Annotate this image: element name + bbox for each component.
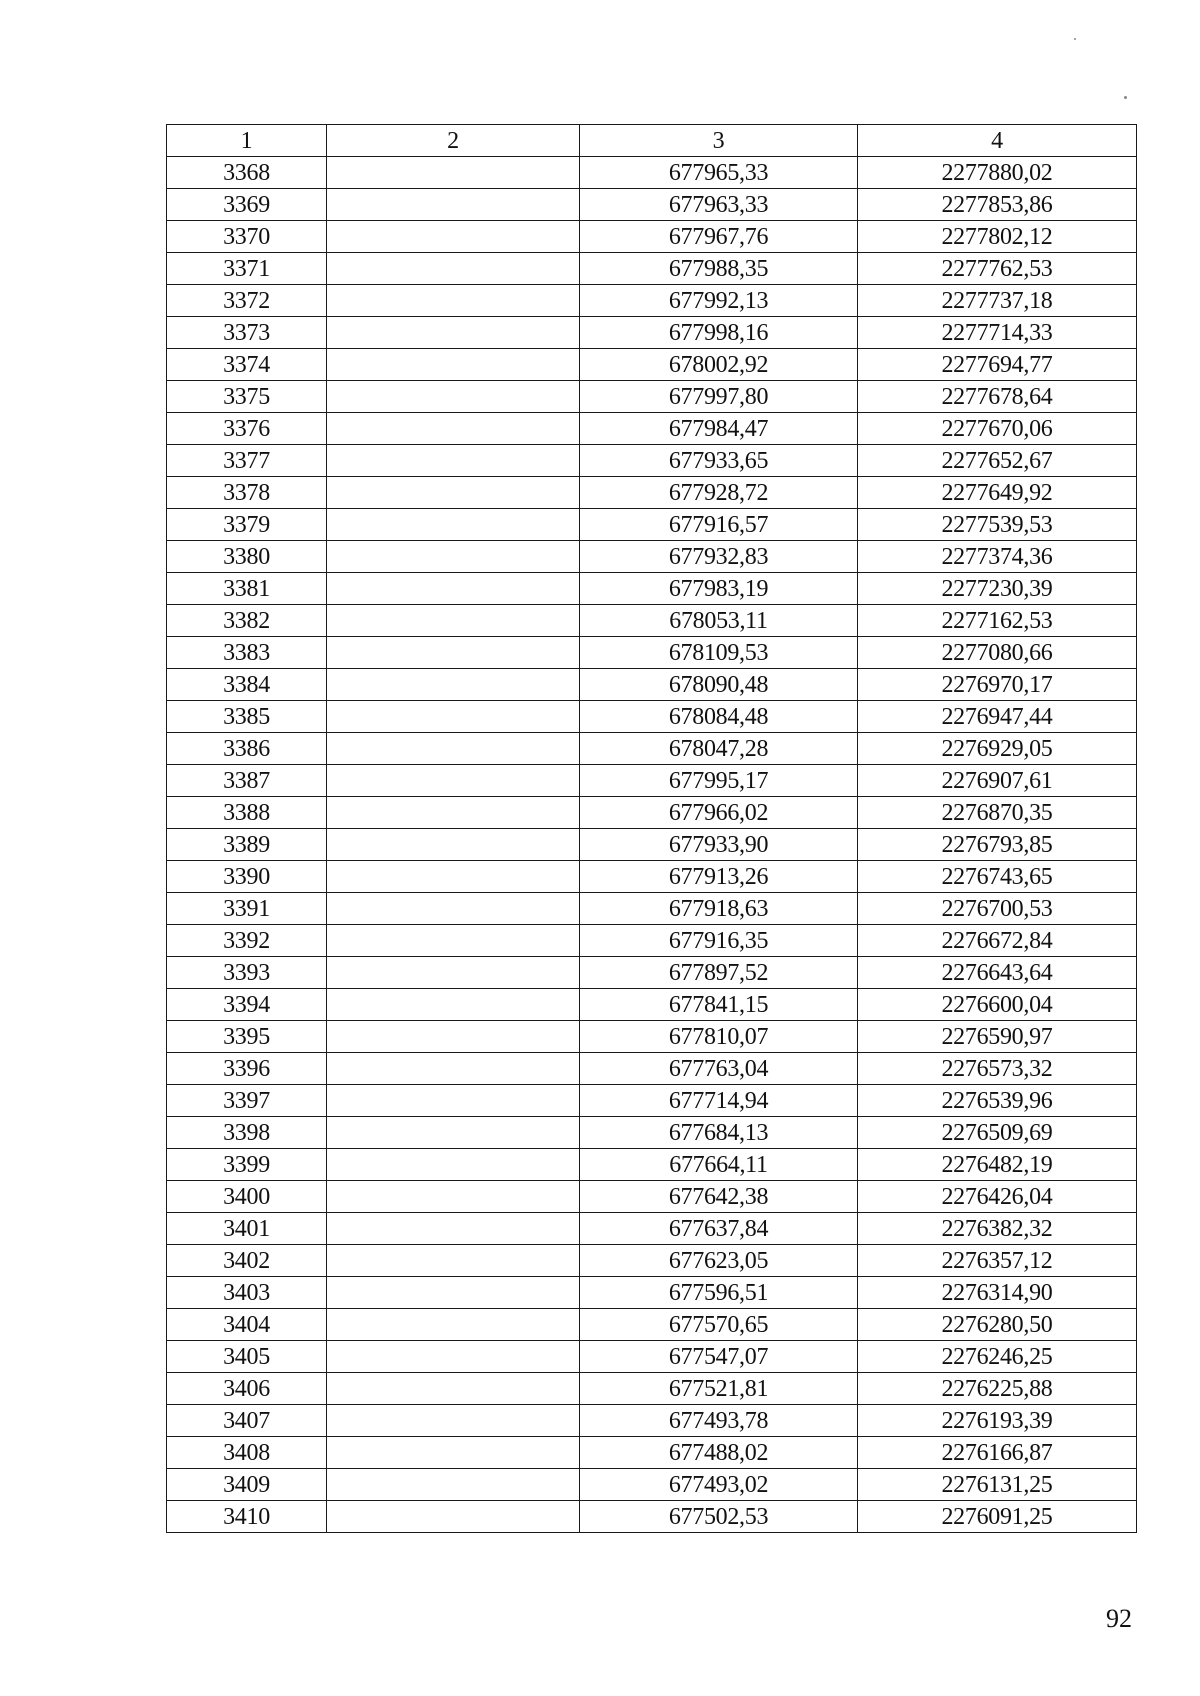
header-col-1: 1 bbox=[167, 125, 327, 157]
empty-cell bbox=[327, 381, 580, 413]
empty-cell bbox=[327, 317, 580, 349]
empty-cell bbox=[327, 605, 580, 637]
y-coordinate-cell: 2277762,53 bbox=[858, 253, 1137, 285]
point-number-cell: 3404 bbox=[167, 1309, 327, 1341]
x-coordinate-cell: 677933,90 bbox=[580, 829, 858, 861]
table-row bbox=[167, 669, 1137, 701]
empty-cell bbox=[327, 957, 580, 989]
y-coordinate-cell: 2276672,84 bbox=[858, 925, 1137, 957]
table-row bbox=[167, 861, 1137, 893]
empty-cell bbox=[327, 1341, 580, 1373]
x-coordinate-cell: 677493,02 bbox=[580, 1469, 858, 1501]
x-coordinate-cell: 677932,83 bbox=[580, 541, 858, 573]
y-coordinate-cell: 2276246,25 bbox=[858, 1341, 1137, 1373]
x-coordinate-cell: 678109,53 bbox=[580, 637, 858, 669]
empty-cell bbox=[327, 701, 580, 733]
x-coordinate-cell: 677913,26 bbox=[580, 861, 858, 893]
empty-cell bbox=[327, 1213, 580, 1245]
x-coordinate-cell: 677983,19 bbox=[580, 573, 858, 605]
table-row bbox=[167, 1149, 1137, 1181]
x-coordinate-cell: 678084,48 bbox=[580, 701, 858, 733]
header-col-3: 3 bbox=[580, 125, 858, 157]
y-coordinate-cell: 2276509,69 bbox=[858, 1117, 1137, 1149]
y-coordinate-cell: 2277539,53 bbox=[858, 509, 1137, 541]
x-coordinate-cell: 677916,57 bbox=[580, 509, 858, 541]
x-coordinate-cell: 677984,47 bbox=[580, 413, 858, 445]
point-number-cell: 3403 bbox=[167, 1277, 327, 1309]
point-number-cell: 3409 bbox=[167, 1469, 327, 1501]
point-number-cell: 3368 bbox=[167, 157, 327, 189]
table-row bbox=[167, 1469, 1137, 1501]
coordinates-table bbox=[166, 124, 1137, 1533]
empty-cell bbox=[327, 1373, 580, 1405]
empty-cell bbox=[327, 861, 580, 893]
table-row bbox=[167, 765, 1137, 797]
table-row bbox=[167, 1213, 1137, 1245]
point-number-cell: 3405 bbox=[167, 1341, 327, 1373]
point-number-cell: 3377 bbox=[167, 445, 327, 477]
point-number-cell: 3394 bbox=[167, 989, 327, 1021]
empty-cell bbox=[327, 1405, 580, 1437]
table-row bbox=[167, 541, 1137, 573]
empty-cell bbox=[327, 1181, 580, 1213]
y-coordinate-cell: 2277694,77 bbox=[858, 349, 1137, 381]
y-coordinate-cell: 2276793,85 bbox=[858, 829, 1137, 861]
empty-cell bbox=[327, 1469, 580, 1501]
table-row bbox=[167, 1053, 1137, 1085]
y-coordinate-cell: 2276590,97 bbox=[858, 1021, 1137, 1053]
point-number-cell: 3408 bbox=[167, 1437, 327, 1469]
point-number-cell: 3406 bbox=[167, 1373, 327, 1405]
table-row bbox=[167, 1117, 1137, 1149]
table-row bbox=[167, 573, 1137, 605]
x-coordinate-cell: 677596,51 bbox=[580, 1277, 858, 1309]
table-row bbox=[167, 605, 1137, 637]
empty-cell bbox=[327, 1117, 580, 1149]
table-row bbox=[167, 1021, 1137, 1053]
point-number-cell: 3393 bbox=[167, 957, 327, 989]
x-coordinate-cell: 677965,33 bbox=[580, 157, 858, 189]
y-coordinate-cell: 2277880,02 bbox=[858, 157, 1137, 189]
table-row bbox=[167, 381, 1137, 413]
x-coordinate-cell: 677714,94 bbox=[580, 1085, 858, 1117]
table-row bbox=[167, 829, 1137, 861]
y-coordinate-cell: 2276970,17 bbox=[858, 669, 1137, 701]
y-coordinate-cell: 2277374,36 bbox=[858, 541, 1137, 573]
point-number-cell: 3388 bbox=[167, 797, 327, 829]
y-coordinate-cell: 2276225,88 bbox=[858, 1373, 1137, 1405]
x-coordinate-cell: 677763,04 bbox=[580, 1053, 858, 1085]
point-number-cell: 3380 bbox=[167, 541, 327, 573]
x-coordinate-cell: 677488,02 bbox=[580, 1437, 858, 1469]
point-number-cell: 3387 bbox=[167, 765, 327, 797]
table-row bbox=[167, 1245, 1137, 1277]
table-row bbox=[167, 253, 1137, 285]
point-number-cell: 3401 bbox=[167, 1213, 327, 1245]
x-coordinate-cell: 677502,53 bbox=[580, 1501, 858, 1533]
x-coordinate-cell: 677967,76 bbox=[580, 221, 858, 253]
x-coordinate-cell: 678053,11 bbox=[580, 605, 858, 637]
y-coordinate-cell: 2276166,87 bbox=[858, 1437, 1137, 1469]
point-number-cell: 3376 bbox=[167, 413, 327, 445]
empty-cell bbox=[327, 733, 580, 765]
table-row bbox=[167, 413, 1137, 445]
empty-cell bbox=[327, 157, 580, 189]
point-number-cell: 3395 bbox=[167, 1021, 327, 1053]
empty-cell bbox=[327, 1437, 580, 1469]
y-coordinate-cell: 2276743,65 bbox=[858, 861, 1137, 893]
table-row bbox=[167, 797, 1137, 829]
y-coordinate-cell: 2276573,32 bbox=[858, 1053, 1137, 1085]
table-row bbox=[167, 1437, 1137, 1469]
y-coordinate-cell: 2277802,12 bbox=[858, 221, 1137, 253]
y-coordinate-cell: 2277652,67 bbox=[858, 445, 1137, 477]
x-coordinate-cell: 678047,28 bbox=[580, 733, 858, 765]
y-coordinate-cell: 2276091,25 bbox=[858, 1501, 1137, 1533]
table-row bbox=[167, 1405, 1137, 1437]
point-number-cell: 3385 bbox=[167, 701, 327, 733]
point-number-cell: 3384 bbox=[167, 669, 327, 701]
x-coordinate-cell: 677933,65 bbox=[580, 445, 858, 477]
empty-cell bbox=[327, 285, 580, 317]
table-row bbox=[167, 509, 1137, 541]
y-coordinate-cell: 2276700,53 bbox=[858, 893, 1137, 925]
x-coordinate-cell: 677841,15 bbox=[580, 989, 858, 1021]
y-coordinate-cell: 2276947,44 bbox=[858, 701, 1137, 733]
point-number-cell: 3396 bbox=[167, 1053, 327, 1085]
point-number-cell: 3381 bbox=[167, 573, 327, 605]
x-coordinate-cell: 677988,35 bbox=[580, 253, 858, 285]
empty-cell bbox=[327, 189, 580, 221]
empty-cell bbox=[327, 221, 580, 253]
y-coordinate-cell: 2276357,12 bbox=[858, 1245, 1137, 1277]
scan-speck bbox=[1074, 38, 1076, 40]
y-coordinate-cell: 2277162,53 bbox=[858, 605, 1137, 637]
table-row bbox=[167, 637, 1137, 669]
point-number-cell: 3374 bbox=[167, 349, 327, 381]
table-row bbox=[167, 189, 1137, 221]
y-coordinate-cell: 2276539,96 bbox=[858, 1085, 1137, 1117]
table-row bbox=[167, 477, 1137, 509]
x-coordinate-cell: 678090,48 bbox=[580, 669, 858, 701]
table-row bbox=[167, 1341, 1137, 1373]
point-number-cell: 3391 bbox=[167, 893, 327, 925]
point-number-cell: 3370 bbox=[167, 221, 327, 253]
x-coordinate-cell: 677918,63 bbox=[580, 893, 858, 925]
empty-cell bbox=[327, 1021, 580, 1053]
point-number-cell: 3372 bbox=[167, 285, 327, 317]
page-number: 92 bbox=[1106, 1604, 1132, 1633]
empty-cell bbox=[327, 573, 580, 605]
table-row bbox=[167, 701, 1137, 733]
table-row bbox=[167, 1181, 1137, 1213]
table-row bbox=[167, 285, 1137, 317]
table-body bbox=[167, 157, 1137, 1533]
empty-cell bbox=[327, 637, 580, 669]
y-coordinate-cell: 2276131,25 bbox=[858, 1469, 1137, 1501]
y-coordinate-cell: 2276907,61 bbox=[858, 765, 1137, 797]
empty-cell bbox=[327, 829, 580, 861]
x-coordinate-cell: 677642,38 bbox=[580, 1181, 858, 1213]
point-number-cell: 3386 bbox=[167, 733, 327, 765]
y-coordinate-cell: 2277853,86 bbox=[858, 189, 1137, 221]
empty-cell bbox=[327, 1245, 580, 1277]
point-number-cell: 3407 bbox=[167, 1405, 327, 1437]
x-coordinate-cell: 677897,52 bbox=[580, 957, 858, 989]
point-number-cell: 3371 bbox=[167, 253, 327, 285]
empty-cell bbox=[327, 1053, 580, 1085]
empty-cell bbox=[327, 1309, 580, 1341]
x-coordinate-cell: 677928,72 bbox=[580, 477, 858, 509]
x-coordinate-cell: 678002,92 bbox=[580, 349, 858, 381]
x-coordinate-cell: 677995,17 bbox=[580, 765, 858, 797]
y-coordinate-cell: 2277737,18 bbox=[858, 285, 1137, 317]
x-coordinate-cell: 677966,02 bbox=[580, 797, 858, 829]
y-coordinate-cell: 2277649,92 bbox=[858, 477, 1137, 509]
point-number-cell: 3375 bbox=[167, 381, 327, 413]
table-row bbox=[167, 349, 1137, 381]
empty-cell bbox=[327, 1085, 580, 1117]
empty-cell bbox=[327, 509, 580, 541]
empty-cell bbox=[327, 669, 580, 701]
y-coordinate-cell: 2276280,50 bbox=[858, 1309, 1137, 1341]
point-number-cell: 3397 bbox=[167, 1085, 327, 1117]
empty-cell bbox=[327, 541, 580, 573]
header-col-2: 2 bbox=[327, 125, 580, 157]
y-coordinate-cell: 2277080,66 bbox=[858, 637, 1137, 669]
empty-cell bbox=[327, 1149, 580, 1181]
point-number-cell: 3373 bbox=[167, 317, 327, 349]
point-number-cell: 3379 bbox=[167, 509, 327, 541]
y-coordinate-cell: 2276482,19 bbox=[858, 1149, 1137, 1181]
scan-speck bbox=[1124, 96, 1127, 99]
empty-cell bbox=[327, 1277, 580, 1309]
point-number-cell: 3400 bbox=[167, 1181, 327, 1213]
x-coordinate-cell: 677623,05 bbox=[580, 1245, 858, 1277]
table-row bbox=[167, 989, 1137, 1021]
x-coordinate-cell: 677521,81 bbox=[580, 1373, 858, 1405]
point-number-cell: 3399 bbox=[167, 1149, 327, 1181]
y-coordinate-cell: 2276426,04 bbox=[858, 1181, 1137, 1213]
table-row bbox=[167, 957, 1137, 989]
header-col-4: 4 bbox=[858, 125, 1137, 157]
point-number-cell: 3390 bbox=[167, 861, 327, 893]
y-coordinate-cell: 2277678,64 bbox=[858, 381, 1137, 413]
x-coordinate-cell: 677916,35 bbox=[580, 925, 858, 957]
y-coordinate-cell: 2276870,35 bbox=[858, 797, 1137, 829]
empty-cell bbox=[327, 1501, 580, 1533]
point-number-cell: 3382 bbox=[167, 605, 327, 637]
empty-cell bbox=[327, 797, 580, 829]
table-row bbox=[167, 1373, 1137, 1405]
empty-cell bbox=[327, 477, 580, 509]
empty-cell bbox=[327, 413, 580, 445]
table-row bbox=[167, 445, 1137, 477]
x-coordinate-cell: 677998,16 bbox=[580, 317, 858, 349]
x-coordinate-cell: 677684,13 bbox=[580, 1117, 858, 1149]
table-row bbox=[167, 1501, 1137, 1533]
table-row bbox=[167, 1085, 1137, 1117]
empty-cell bbox=[327, 253, 580, 285]
point-number-cell: 3402 bbox=[167, 1245, 327, 1277]
x-coordinate-cell: 677997,80 bbox=[580, 381, 858, 413]
point-number-cell: 3398 bbox=[167, 1117, 327, 1149]
table-row bbox=[167, 733, 1137, 765]
y-coordinate-cell: 2276929,05 bbox=[858, 733, 1137, 765]
y-coordinate-cell: 2276643,64 bbox=[858, 957, 1137, 989]
x-coordinate-cell: 677493,78 bbox=[580, 1405, 858, 1437]
x-coordinate-cell: 677547,07 bbox=[580, 1341, 858, 1373]
y-coordinate-cell: 2276314,90 bbox=[858, 1277, 1137, 1309]
empty-cell bbox=[327, 765, 580, 797]
table-header bbox=[167, 125, 1137, 157]
point-number-cell: 3389 bbox=[167, 829, 327, 861]
x-coordinate-cell: 677637,84 bbox=[580, 1213, 858, 1245]
y-coordinate-cell: 2277230,39 bbox=[858, 573, 1137, 605]
table-row bbox=[167, 925, 1137, 957]
table-row bbox=[167, 1277, 1137, 1309]
table-row bbox=[167, 893, 1137, 925]
y-coordinate-cell: 2277670,06 bbox=[858, 413, 1137, 445]
empty-cell bbox=[327, 925, 580, 957]
point-number-cell: 3378 bbox=[167, 477, 327, 509]
y-coordinate-cell: 2277714,33 bbox=[858, 317, 1137, 349]
y-coordinate-cell: 2276382,32 bbox=[858, 1213, 1137, 1245]
x-coordinate-cell: 677963,33 bbox=[580, 189, 858, 221]
y-coordinate-cell: 2276600,04 bbox=[858, 989, 1137, 1021]
table-row bbox=[167, 317, 1137, 349]
table-row bbox=[167, 221, 1137, 253]
point-number-cell: 3369 bbox=[167, 189, 327, 221]
y-coordinate-cell: 2276193,39 bbox=[858, 1405, 1137, 1437]
empty-cell bbox=[327, 349, 580, 381]
x-coordinate-cell: 677664,11 bbox=[580, 1149, 858, 1181]
point-number-cell: 3392 bbox=[167, 925, 327, 957]
empty-cell bbox=[327, 893, 580, 925]
table-row bbox=[167, 157, 1137, 189]
x-coordinate-cell: 677992,13 bbox=[580, 285, 858, 317]
point-number-cell: 3410 bbox=[167, 1501, 327, 1533]
empty-cell bbox=[327, 989, 580, 1021]
header-row bbox=[167, 125, 1137, 157]
x-coordinate-cell: 677810,07 bbox=[580, 1021, 858, 1053]
table-row bbox=[167, 1309, 1137, 1341]
empty-cell bbox=[327, 445, 580, 477]
x-coordinate-cell: 677570,65 bbox=[580, 1309, 858, 1341]
point-number-cell: 3383 bbox=[167, 637, 327, 669]
